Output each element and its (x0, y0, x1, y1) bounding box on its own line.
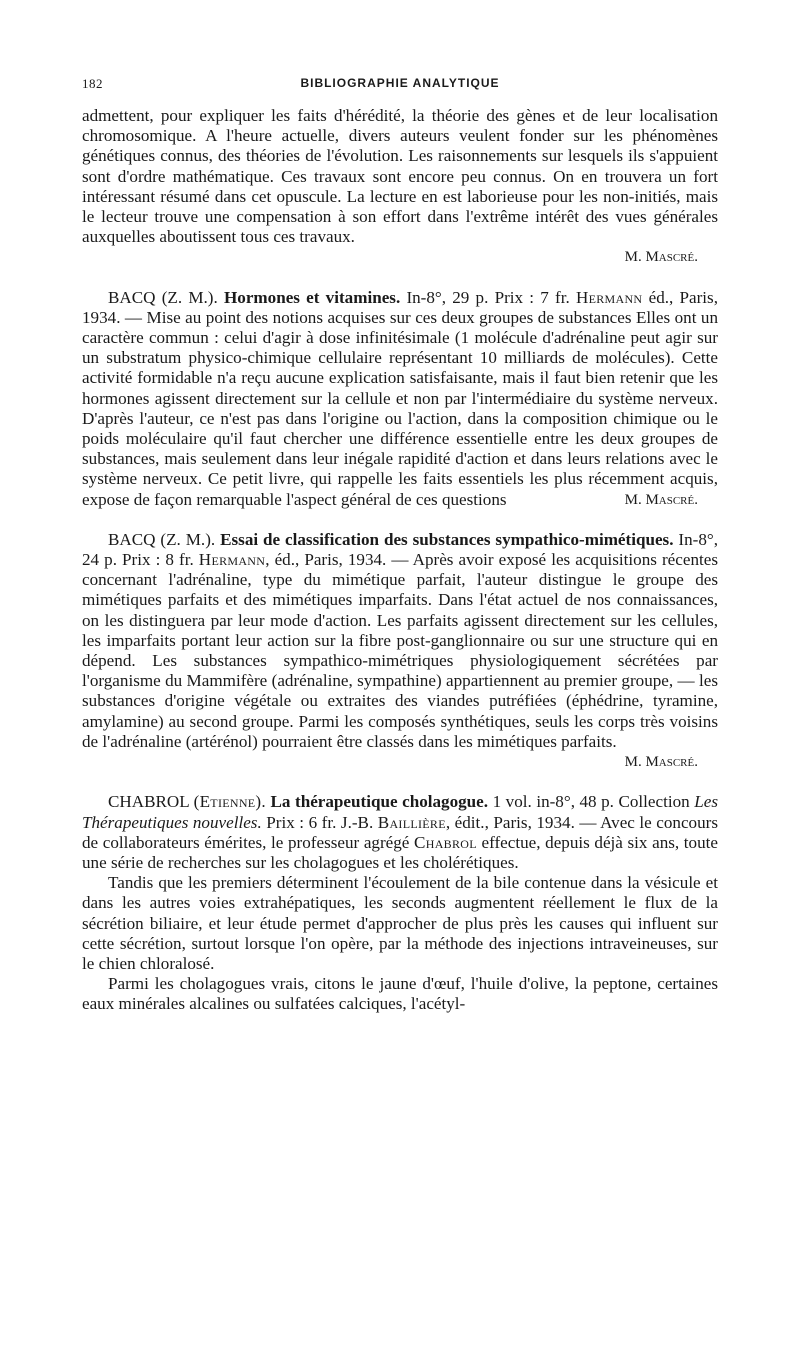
entry-paragraph: Parmi les cholagogues vrais, citons le jaune d'œuf, l'huile d'olive, la peptone, certaines eaux minérales alcalines ou sulfatées calciques, l'acétyl- (82, 974, 718, 1014)
continued-review-text: admettent, pour expliquer les faits d'hérédité, la théorie des gènes et de leur localisation chromosomique. A l'heure actuelle, divers auteurs veulent fonder sur les phénomènes génétiques connus, des théories de l'évolution. Les raisonnements sur lesquels ils s'appuient sont d'ordre mathématique. Ces travaux sont encore peu connus. On en trouvera un fort intéressant résumé dans cet opuscule. La lecture en est laborieuse pour les non-initiés, mais le lecteur trouve une compensation à son effort dans l'extrême intérêt des vues générales auxquelles aboutissent tous ces travaux. (82, 106, 718, 247)
entry-body-intro: Avec le concours de collaborateurs émérites, le professeur agrégé (82, 812, 718, 852)
entry-body: Après avoir exposé les acquisitions récentes concernant l'adrénaline, type du mimétique parfait, l'auteur distingue le groupe des mimétiques parfaits et des mimétiques imparfaits. Dans l'état actuel de nos connaissances, on les distinguera par leur mode d'action. Les parfaits agissent directement sur les cellules, les imparfaits portant leur action sur la fibre post-ganglionnaire ou sur une structure qui en dépend. Les substances sympathico-mimétriques physiologiquement sécrétées par l'organisme du Mammifère (adrénaline, sympathine) appartiennent au premier groupe, — les substances d'origine végétale ou extraites des viandes putréfiées (éphédrine, tyramine, amylamine) au second groupe. Parmi les composés synthétiques, seuls les corps très voisins de l'adrénaline (artérénol) pourraient être classés dans les mimétiques parfaits. (82, 550, 718, 751)
entry-publisher: Hermann (198, 550, 266, 570)
entry-title: La thérapeutique cholagogue. (270, 792, 489, 812)
entry-details-middle: Prix : 6 fr. J.-B. (266, 812, 374, 832)
page-number: 182 (82, 76, 103, 91)
book-page (82, 76, 718, 1015)
reviewer-signature: M. Mascré. (624, 249, 698, 266)
bibliography-entry-hormones (82, 288, 718, 510)
entry-body-rest: effectue, depuis déjà six ans, toute une série de recherches sur les cholagogues et les cholérétiques. (82, 832, 718, 872)
entry-publisher: Baillière (377, 812, 446, 832)
entry-publisher: Hermann (575, 287, 643, 307)
entry-author: BACQ (Z. M.). (108, 529, 216, 549)
entry-title: Essai de classification des substances sympathico-mimétiques. (220, 529, 674, 549)
entry-details: In-8°, 29 p. Prix : 7 fr. (406, 287, 570, 307)
entry-details-suffix: , éd., Paris, 1934. — (265, 550, 409, 570)
entry-text (82, 529, 719, 771)
entry-collection: Les Thérapeutiques nouvelles. (82, 792, 718, 832)
entry-text (82, 792, 718, 873)
entry-signature: M. Mascré. (624, 754, 698, 771)
entry-body: Mise au point des notions acquises sur ces deux groupes de substances Elles ont un caractère commun : celui d'agir à dose infinitésimale (1 molécule d'adrénaline peut agir sur un substratum physico-chimique cellulaire représentant 10 milliards de molécules). Cette activité formidable n'a reçu aucune explication satisfaisante, mais il faut bien retenir que les hormones agissent directement sur la cellule et non par l'intermédiaire du système nerveux. D'après l'auteur, ce n'est pas dans l'origine ou l'action, dans la composition chimique ou le poids moléculaire qu'il faut chercher une différence essentielle entre les deux groupes de substances, mais seulement dans leur inégale rapidité d'action et dans leurs relations avec le système nerveux. Ce petit livre, qui rappelle les faits essentiels les plus récemment acquis, expose de façon remarquable l'aspect général de ces questions (82, 307, 719, 509)
entry-author: CHABROL (108, 792, 190, 812)
bibliography-entry-cholagogue (82, 792, 718, 1014)
entry-details-suffix: éd., Paris, 1934. — (82, 287, 718, 327)
entry-author: BACQ (Z. M.). (108, 287, 218, 307)
entry-title: Hormones et vitamines. (224, 287, 401, 307)
entry-details: In-8°, 24 p. Prix : 8 fr. (82, 529, 719, 570)
entry-author-first: (Etienne). (193, 792, 266, 812)
entry-text (82, 288, 718, 510)
bibliography-entry-classification (82, 530, 718, 772)
entry-signature: M. Mascré. (624, 491, 698, 508)
header-title: BIBLIOGRAPHIE ANALYTIQUE (300, 76, 500, 90)
entry-details-suffix: , édit., Paris, 1934. — (445, 812, 597, 832)
running-head (82, 76, 718, 98)
entry-body-name: Chabrol (414, 832, 477, 852)
entry-details: 1 vol. in-8°, 48 p. Collection (492, 792, 690, 812)
entry-paragraph: Tandis que les premiers déterminent l'écoulement de la bile contenue dans la vésicule et dans les autres voies extrahépatiques, les seconds augmentent réellement le flux de la sécrétion biliaire, et leur étude permet d'approcher de plus près les causes qui influent sur cette sécrétion, surtout lorsque l'on opère, par la méthode des injections intraveineuses, sur le chien chloralosé. (82, 873, 718, 973)
